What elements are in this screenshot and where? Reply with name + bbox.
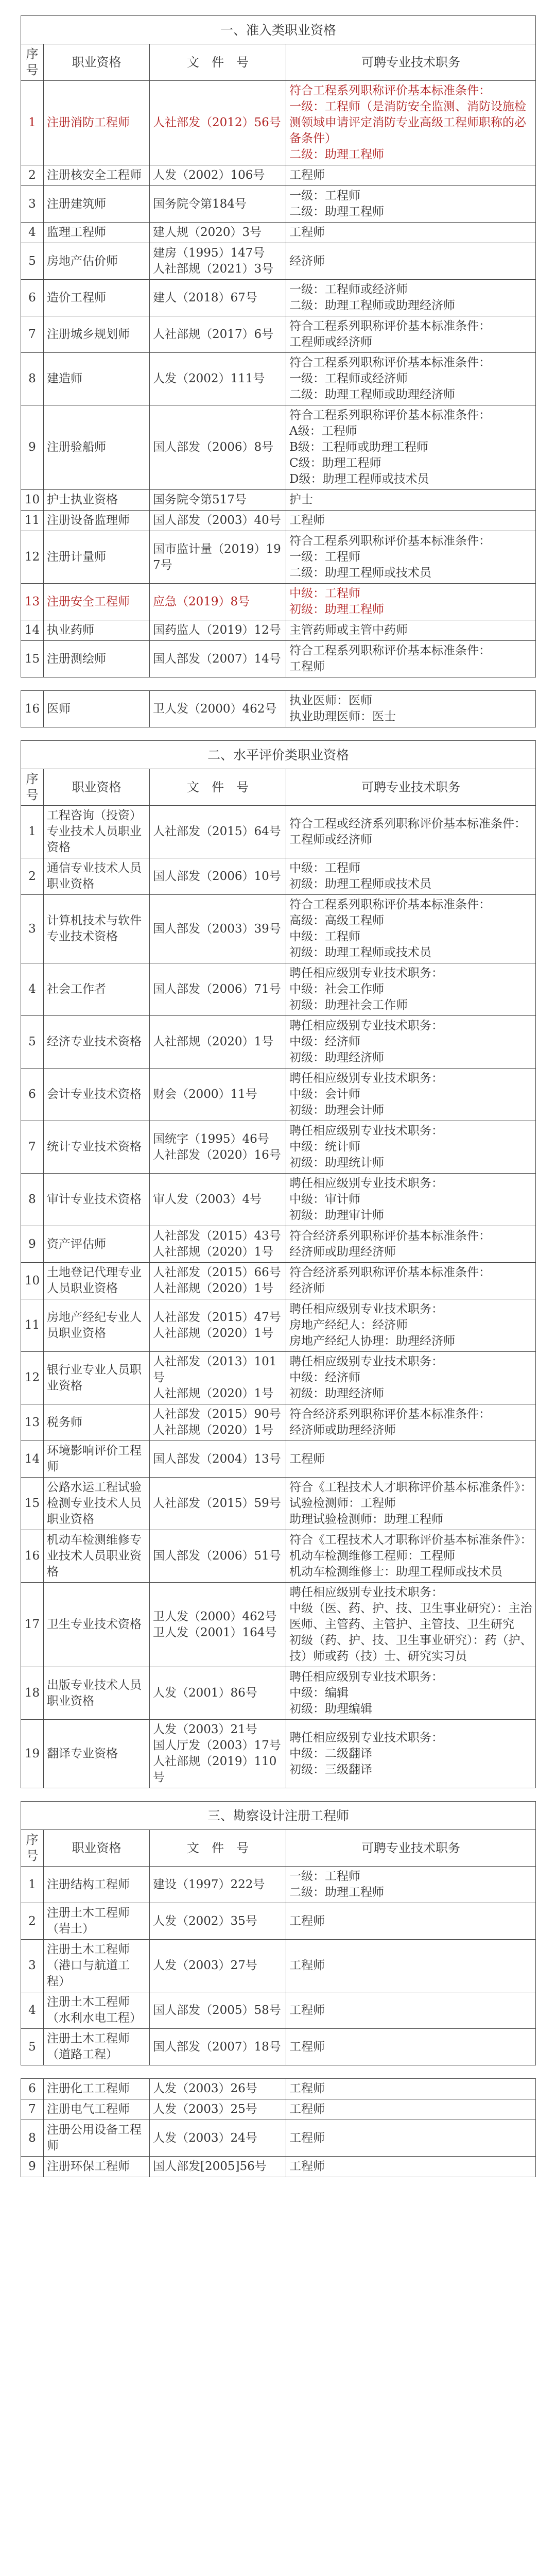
table-row bbox=[21, 1667, 536, 1720]
technical-position: 工程师 bbox=[286, 1992, 536, 2029]
technical-position: 一级：工程师 二级：助理工程师 bbox=[286, 1867, 536, 1903]
table-row bbox=[21, 405, 536, 490]
technical-position: 工程师 bbox=[286, 511, 536, 531]
row-number: 16 bbox=[21, 691, 44, 727]
qualification-name: 造价工程师 bbox=[44, 280, 150, 316]
row-number: 15 bbox=[21, 641, 44, 677]
technical-position: 符合经济系列职称评价基本标准条件： 经济师或助理经济师 bbox=[286, 1226, 536, 1263]
technical-position: 符合工程系列职称评价基本标准条件： A级：工程师 B级：工程师或助理工程师 C级：助理工程师 D级：助理工程师或技术员 bbox=[286, 405, 536, 490]
technical-position: 一级：工程师 二级：助理工程师 bbox=[286, 186, 536, 223]
table-row bbox=[21, 1530, 536, 1583]
table-row bbox=[21, 81, 536, 165]
header-name: 职业资格 bbox=[44, 769, 150, 806]
document-number: 国务院令第184号 bbox=[150, 186, 286, 223]
table-row bbox=[21, 2120, 536, 2157]
technical-position: 中级：工程师 初级：助理工程师或技术员 bbox=[286, 858, 536, 895]
document-number: 国人部发（2003）40号 bbox=[150, 511, 286, 531]
technical-position: 工程师 bbox=[286, 2157, 536, 2177]
qualification-name: 环境影响评价工程师 bbox=[44, 1441, 150, 1478]
table-row bbox=[21, 895, 536, 963]
table-row bbox=[21, 1016, 536, 1069]
table-gap bbox=[21, 1788, 536, 1802]
document-number: 人社部发（2012）56号 bbox=[150, 81, 286, 165]
qualification-name: 工程咨询（投资）专业技术人员职业资格 bbox=[44, 806, 150, 858]
technical-position: 工程师 bbox=[286, 1940, 536, 1992]
document-number: 建人规（2020）3号 bbox=[150, 223, 286, 243]
technical-position: 工程师 bbox=[286, 2029, 536, 2065]
qualification-name: 注册土木工程师（岩土） bbox=[44, 1903, 150, 1940]
document-number: 国人部发（2004）13号 bbox=[150, 1441, 286, 1478]
qualification-name: 监理工程师 bbox=[44, 223, 150, 243]
document-number: 人发（2003）21号 国人厅发（2003）17号 人社部规（2019）110号 bbox=[150, 1720, 286, 1788]
qualification-name: 资产评估师 bbox=[44, 1226, 150, 1263]
row-number: 1 bbox=[21, 806, 44, 858]
technical-position: 符合《工程技术人才职称评价基本标准条件》： 机动车检测维修工程师：工程师 机动车检测维修士：助理工程师或技术员 bbox=[286, 1530, 536, 1583]
document-number: 人发（2001）86号 bbox=[150, 1667, 286, 1720]
table-row bbox=[21, 584, 536, 620]
technical-position: 工程师 bbox=[286, 2099, 536, 2120]
section-title-row bbox=[21, 16, 536, 44]
row-number: 8 bbox=[21, 353, 44, 405]
qualification-name: 审计专业技术资格 bbox=[44, 1174, 150, 1226]
technical-position: 工程师 bbox=[286, 1441, 536, 1478]
row-number: 4 bbox=[21, 1992, 44, 2029]
document-number: 卫人发（2000）462号 卫人发（2001）164号 bbox=[150, 1583, 286, 1667]
technical-position: 聘任相应级别专业技术职务： 中级：社会工作师 初级：助理社会工作师 bbox=[286, 963, 536, 1016]
document-number: 国务院令第517号 bbox=[150, 490, 286, 511]
row-number: 18 bbox=[21, 1667, 44, 1720]
table-row bbox=[21, 1299, 536, 1352]
table-gap bbox=[21, 727, 536, 741]
technical-position: 聘任相应级别专业技术职务： 中级：会计师 初级：助理会计师 bbox=[286, 1069, 536, 1121]
document-number: 财会（2000）11号 bbox=[150, 1069, 286, 1121]
table-row bbox=[21, 1583, 536, 1667]
technical-position: 聘任相应级别专业技术职务： 中级：二级翻译 初级：三级翻译 bbox=[286, 1720, 536, 1788]
document-number: 人社部发（2015）47号 人社部规（2020）1号 bbox=[150, 1299, 286, 1352]
row-number: 2 bbox=[21, 165, 44, 186]
document-number: 国人部发（2007）18号 bbox=[150, 2029, 286, 2065]
qualification-name: 建造师 bbox=[44, 353, 150, 405]
qualification-name: 机动车检测维修专业技术人员职业资格 bbox=[44, 1530, 150, 1583]
document-number: 建人（2018）67号 bbox=[150, 280, 286, 316]
table-row bbox=[21, 963, 536, 1016]
document-number: 人发（2003）26号 bbox=[150, 2079, 286, 2099]
technical-position: 工程师 bbox=[286, 2120, 536, 2157]
row-number: 19 bbox=[21, 1720, 44, 1788]
qualification-name: 注册计量师 bbox=[44, 531, 150, 584]
section-title-row bbox=[21, 1802, 536, 1830]
table-row bbox=[21, 2157, 536, 2177]
row-number: 7 bbox=[21, 1121, 44, 1174]
table-row bbox=[21, 1992, 536, 2029]
table-row bbox=[21, 280, 536, 316]
table-row bbox=[21, 2029, 536, 2065]
table-row bbox=[21, 620, 536, 641]
header-no: 序号 bbox=[21, 769, 44, 806]
technical-position: 经济师 bbox=[286, 243, 536, 280]
row-number: 4 bbox=[21, 223, 44, 243]
document-page bbox=[21, 15, 535, 2177]
document-number: 人社部发（2013）101号 人社部规（2020）1号 bbox=[150, 1352, 286, 1404]
document-number: 人社部发（2015）43号 人社部规（2020）1号 bbox=[150, 1226, 286, 1263]
table-row bbox=[21, 806, 536, 858]
document-number: 国人部发（2006）8号 bbox=[150, 405, 286, 490]
technical-position: 符合经济系列职称评价基本标准条件： 经济师或助理经济师 bbox=[286, 1404, 536, 1441]
header-row bbox=[21, 1830, 536, 1867]
row-number: 6 bbox=[21, 280, 44, 316]
document-number: 人社部规（2020）1号 bbox=[150, 1016, 286, 1069]
row-number: 8 bbox=[21, 2120, 44, 2157]
table-row bbox=[21, 641, 536, 677]
section-title-row bbox=[21, 741, 536, 769]
row-number: 9 bbox=[21, 2157, 44, 2177]
header-doc: 文 件 号 bbox=[150, 769, 286, 806]
row-number: 2 bbox=[21, 1903, 44, 1940]
section-title: 一、准入类职业资格 bbox=[21, 16, 536, 44]
qualification-name: 会计专业技术资格 bbox=[44, 1069, 150, 1121]
row-number: 15 bbox=[21, 1478, 44, 1530]
table-row bbox=[21, 243, 536, 280]
document-number: 国人部发（2006）10号 bbox=[150, 858, 286, 895]
table-row bbox=[21, 165, 536, 186]
table-row bbox=[21, 1263, 536, 1299]
document-number: 人社部发（2015）66号 人社部规（2020）1号 bbox=[150, 1263, 286, 1299]
row-number: 12 bbox=[21, 1352, 44, 1404]
table-row bbox=[21, 490, 536, 511]
qualification-name: 注册测绘师 bbox=[44, 641, 150, 677]
row-number: 16 bbox=[21, 1530, 44, 1583]
document-number: 国人部发（2003）39号 bbox=[150, 895, 286, 963]
qualification-name: 税务师 bbox=[44, 1404, 150, 1441]
technical-position: 工程师 bbox=[286, 2079, 536, 2099]
table-row bbox=[21, 858, 536, 895]
row-number: 7 bbox=[21, 316, 44, 353]
header-doc: 文 件 号 bbox=[150, 44, 286, 81]
technical-position: 符合工程或经济系列职称评价基本标准条件：工程师或经济师 bbox=[286, 806, 536, 858]
section-title: 三、勘察设计注册工程师 bbox=[21, 1802, 536, 1830]
table-row bbox=[21, 1404, 536, 1441]
technical-position: 工程师 bbox=[286, 223, 536, 243]
qualification-name: 注册建筑师 bbox=[44, 186, 150, 223]
qualification-name: 注册核安全工程师 bbox=[44, 165, 150, 186]
row-number: 5 bbox=[21, 243, 44, 280]
qualification-name: 注册土木工程师（港口与航道工程） bbox=[44, 1940, 150, 1992]
row-number: 5 bbox=[21, 2029, 44, 2065]
qualification-name: 注册验船师 bbox=[44, 405, 150, 490]
row-number: 5 bbox=[21, 1016, 44, 1069]
technical-position: 符合工程系列职称评价基本标准条件： 高级：高级工程师 中级：工程师 初级：助理工程师或技术员 bbox=[286, 895, 536, 963]
document-number: 国药监人（2019）12号 bbox=[150, 620, 286, 641]
document-number: 国统字（1995）46号 人社部发（2020）16号 bbox=[150, 1121, 286, 1174]
qualification-name: 银行业专业人员职业资格 bbox=[44, 1352, 150, 1404]
table-row bbox=[21, 2099, 536, 2120]
table-row bbox=[21, 1069, 536, 1121]
header-job: 可聘专业技术职务 bbox=[286, 769, 536, 806]
header-name: 职业资格 bbox=[44, 1830, 150, 1867]
technical-position: 符合工程系列职称评价基本标准条件： 一级：工程师或经济师 二级：助理工程师或助理经济师 bbox=[286, 353, 536, 405]
qualification-name: 注册土木工程师（道路工程） bbox=[44, 2029, 150, 2065]
table-gap bbox=[21, 2065, 536, 2079]
header-name: 职业资格 bbox=[44, 44, 150, 81]
technical-position: 执业医师：医师 执业助理医师：医士 bbox=[286, 691, 536, 727]
row-number: 9 bbox=[21, 405, 44, 490]
document-number: 国市监计量（2019）197号 bbox=[150, 531, 286, 584]
table-row bbox=[21, 1226, 536, 1263]
document-number: 国人部发（2005）58号 bbox=[150, 1992, 286, 2029]
qualification-table bbox=[21, 15, 536, 2177]
technical-position: 工程师 bbox=[286, 1903, 536, 1940]
qualification-name: 土地登记代理专业人员职业资格 bbox=[44, 1263, 150, 1299]
table-row bbox=[21, 1903, 536, 1940]
qualification-name: 计算机技术与软件专业技术资格 bbox=[44, 895, 150, 963]
qualification-name: 注册土木工程师（水利水电工程） bbox=[44, 1992, 150, 2029]
document-number: 国人部发（2006）71号 bbox=[150, 963, 286, 1016]
qualification-name: 经济专业技术资格 bbox=[44, 1016, 150, 1069]
table-row bbox=[21, 1867, 536, 1903]
technical-position: 中级：工程师 初级：助理工程师 bbox=[286, 584, 536, 620]
table-gap bbox=[21, 677, 536, 691]
row-number: 13 bbox=[21, 1404, 44, 1441]
table-row bbox=[21, 1720, 536, 1788]
table-row bbox=[21, 316, 536, 353]
document-number: 人发（2002）35号 bbox=[150, 1903, 286, 1940]
qualification-name: 注册设备监理师 bbox=[44, 511, 150, 531]
qualification-name: 翻译专业资格 bbox=[44, 1720, 150, 1788]
technical-position: 护士 bbox=[286, 490, 536, 511]
technical-position: 聘任相应级别专业技术职务： 中级：经济师 初级：助理经济师 bbox=[286, 1016, 536, 1069]
row-number: 10 bbox=[21, 490, 44, 511]
row-number: 2 bbox=[21, 858, 44, 895]
document-number: 应急（2019）8号 bbox=[150, 584, 286, 620]
row-number: 6 bbox=[21, 1069, 44, 1121]
technical-position: 符合工程系列职称评价基本标准条件： 工程师或经济师 bbox=[286, 316, 536, 353]
qualification-name: 出版专业技术人员职业资格 bbox=[44, 1667, 150, 1720]
qualification-name: 卫生专业技术资格 bbox=[44, 1583, 150, 1667]
row-number: 8 bbox=[21, 1174, 44, 1226]
document-number: 人发（2003）24号 bbox=[150, 2120, 286, 2157]
technical-position: 聘任相应级别专业技术职务： 中级：统计师 初级：助理统计师 bbox=[286, 1121, 536, 1174]
header-no: 序号 bbox=[21, 44, 44, 81]
header-row bbox=[21, 769, 536, 806]
qualification-name: 注册化工工程师 bbox=[44, 2079, 150, 2099]
qualification-name: 注册城乡规划师 bbox=[44, 316, 150, 353]
qualification-name: 护士执业资格 bbox=[44, 490, 150, 511]
row-number: 3 bbox=[21, 1940, 44, 1992]
qualification-name: 通信专业技术人员职业资格 bbox=[44, 858, 150, 895]
row-number: 9 bbox=[21, 1226, 44, 1263]
document-number: 卫人发（2000）462号 bbox=[150, 691, 286, 727]
section-title: 二、水平评价类职业资格 bbox=[21, 741, 536, 769]
technical-position: 主管药师或主管中药师 bbox=[286, 620, 536, 641]
document-number: 人发（2003）27号 bbox=[150, 1940, 286, 1992]
table-row bbox=[21, 511, 536, 531]
qualification-name: 注册电气工程师 bbox=[44, 2099, 150, 2120]
qualification-name: 公路水运工程试验检测专业技术人员职业资格 bbox=[44, 1478, 150, 1530]
technical-position: 聘任相应级别专业技术职务： 房地产经纪人：经济师 房地产经纪人协理：助理经济师 bbox=[286, 1299, 536, 1352]
header-row bbox=[21, 44, 536, 81]
technical-position: 聘任相应级别专业技术职务： 中级：经济师 初级：助理经济师 bbox=[286, 1352, 536, 1404]
table-row bbox=[21, 186, 536, 223]
table-row bbox=[21, 1174, 536, 1226]
technical-position: 一级：工程师或经济师 二级：助理工程师或助理经济师 bbox=[286, 280, 536, 316]
row-number: 6 bbox=[21, 2079, 44, 2099]
row-number: 11 bbox=[21, 1299, 44, 1352]
row-number: 3 bbox=[21, 186, 44, 223]
document-number: 国人部发（2007）14号 bbox=[150, 641, 286, 677]
document-number: 人社部规（2017）6号 bbox=[150, 316, 286, 353]
row-number: 7 bbox=[21, 2099, 44, 2120]
table-row bbox=[21, 1352, 536, 1404]
qualification-name: 房地产经纪专业人员职业资格 bbox=[44, 1299, 150, 1352]
header-no: 序号 bbox=[21, 1830, 44, 1867]
technical-position: 符合工程系列职称评价基本标准条件： 一级：工程师 二级：助理工程师或技术员 bbox=[286, 531, 536, 584]
row-number: 4 bbox=[21, 963, 44, 1016]
qualification-name: 统计专业技术资格 bbox=[44, 1121, 150, 1174]
qualification-name: 注册环保工程师 bbox=[44, 2157, 150, 2177]
row-number: 11 bbox=[21, 511, 44, 531]
document-number: 建设（1997）222号 bbox=[150, 1867, 286, 1903]
technical-position: 聘任相应级别专业技术职务： 中级：审计师 初级：助理审计师 bbox=[286, 1174, 536, 1226]
row-number: 3 bbox=[21, 895, 44, 963]
technical-position: 符合《工程技术人才职称评价基本标准条件》：试验检测师：工程师 助理试验检测师：助理工程师 bbox=[286, 1478, 536, 1530]
qualification-name: 注册公用设备工程师 bbox=[44, 2120, 150, 2157]
document-number: 审人发（2003）4号 bbox=[150, 1174, 286, 1226]
document-number: 人发（2002）111号 bbox=[150, 353, 286, 405]
technical-position: 聘任相应级别专业技术职务： 中级（医、药、护、技、卫生事业研究）：主治医师、主管药、主管护、主管技、卫生研究 初级（药、护、技、卫生事业研究）：药（护、技）师或药（技）士、研究实习员 bbox=[286, 1583, 536, 1667]
technical-position: 聘任相应级别专业技术职务： 中级：编辑 初级：助理编辑 bbox=[286, 1667, 536, 1720]
qualification-name: 执业药师 bbox=[44, 620, 150, 641]
row-number: 10 bbox=[21, 1263, 44, 1299]
technical-position: 工程师 bbox=[286, 165, 536, 186]
row-number: 1 bbox=[21, 1867, 44, 1903]
table-row bbox=[21, 1121, 536, 1174]
document-number: 人发（2002）106号 bbox=[150, 165, 286, 186]
row-number: 14 bbox=[21, 620, 44, 641]
document-number: 人社部发（2015）90号 人社部规（2020）1号 bbox=[150, 1404, 286, 1441]
technical-position: 符合工程系列职称评价基本标准条件： 一级：工程师（是消防安全监测、消防设施检测领域申请评定消防专业高级工程师职称的必备条件） 二级：助理工程师 bbox=[286, 81, 536, 165]
row-number: 17 bbox=[21, 1583, 44, 1667]
table-row bbox=[21, 691, 536, 727]
qualification-name: 注册消防工程师 bbox=[44, 81, 150, 165]
header-doc: 文 件 号 bbox=[150, 1830, 286, 1867]
table-row bbox=[21, 531, 536, 584]
document-number: 建房（1995）147号 人社部规（2021）3号 bbox=[150, 243, 286, 280]
document-number: 国人部发（2006）51号 bbox=[150, 1530, 286, 1583]
technical-position: 符合工程系列职称评价基本标准条件： 工程师 bbox=[286, 641, 536, 677]
qualification-name: 医师 bbox=[44, 691, 150, 727]
qualification-name: 社会工作者 bbox=[44, 963, 150, 1016]
row-number: 14 bbox=[21, 1441, 44, 1478]
table-row bbox=[21, 1478, 536, 1530]
document-number: 人发（2003）25号 bbox=[150, 2099, 286, 2120]
document-number: 人社部发（2015）64号 bbox=[150, 806, 286, 858]
table-row bbox=[21, 353, 536, 405]
document-number: 国人部发[2005]56号 bbox=[150, 2157, 286, 2177]
row-number: 12 bbox=[21, 531, 44, 584]
table-row bbox=[21, 1940, 536, 1992]
row-number: 1 bbox=[21, 81, 44, 165]
technical-position: 符合经济系列职称评价基本标准条件： 经济师 bbox=[286, 1263, 536, 1299]
table-row bbox=[21, 1441, 536, 1478]
table-row bbox=[21, 2079, 536, 2099]
table-row bbox=[21, 223, 536, 243]
qualification-name: 房地产估价师 bbox=[44, 243, 150, 280]
qualification-name: 注册安全工程师 bbox=[44, 584, 150, 620]
header-job: 可聘专业技术职务 bbox=[286, 1830, 536, 1867]
header-job: 可聘专业技术职务 bbox=[286, 44, 536, 81]
document-number: 人社部发（2015）59号 bbox=[150, 1478, 286, 1530]
qualification-name: 注册结构工程师 bbox=[44, 1867, 150, 1903]
row-number: 13 bbox=[21, 584, 44, 620]
